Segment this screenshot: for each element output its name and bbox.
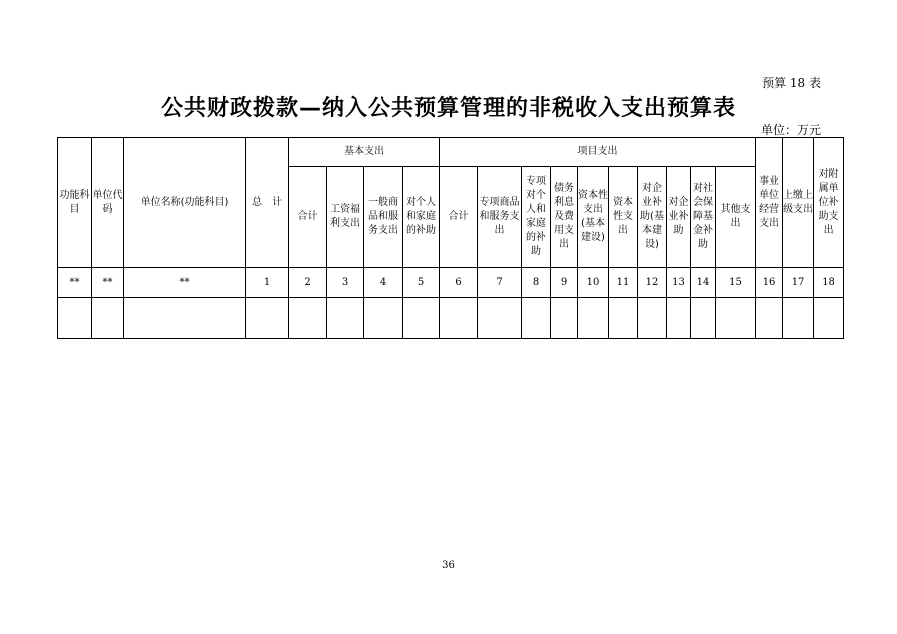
number-cell: 12 <box>638 268 667 298</box>
empty-cell <box>814 298 844 339</box>
empty-cell <box>289 298 327 339</box>
header-basic-col: 合计 <box>289 167 327 268</box>
empty-cell <box>716 298 756 339</box>
number-cell: 6 <box>440 268 478 298</box>
header-basic: 基本支出 <box>289 138 440 167</box>
number-cell: 7 <box>478 268 522 298</box>
number-cell: 2 <box>289 268 327 298</box>
page-number: 36 <box>442 560 455 571</box>
header-project-col: 对企业补助 <box>667 167 691 268</box>
empty-cell <box>327 298 364 339</box>
header-project: 项目支出 <box>440 138 756 167</box>
header-project-col: 债务利息及费用支出 <box>551 167 578 268</box>
unit-label: 单位：万元 <box>760 123 821 137</box>
header-project-col: 专项对个人和家庭的补助 <box>522 167 551 268</box>
header-project-col: 对企业补助(基本建设) <box>638 167 667 268</box>
header-extra-col: 事业单位经营支出 <box>756 138 783 268</box>
header-extra-col: 上缴上级支出 <box>783 138 814 268</box>
header-total: 总 计 <box>246 138 289 268</box>
header-unit-code: 单位代码 <box>92 138 124 268</box>
number-cell: 4 <box>364 268 403 298</box>
header-project-col: 其他支出 <box>716 167 756 268</box>
header-extra-col: 对附属单位补助支出 <box>814 138 844 268</box>
header-project-col: 专项商品和服务支出 <box>478 167 522 268</box>
number-cell: ** <box>58 268 92 298</box>
number-cell: 8 <box>522 268 551 298</box>
header-project-col: 对社会保障基金补助 <box>691 167 716 268</box>
header-basic-col: 对个人和家庭的补助 <box>403 167 440 268</box>
empty-cell <box>756 298 783 339</box>
header-row-1 <box>58 138 844 167</box>
number-cell: 14 <box>691 268 716 298</box>
empty-cell <box>403 298 440 339</box>
header-basic-col: 工资福利支出 <box>327 167 364 268</box>
empty-cell <box>578 298 609 339</box>
number-cell: ** <box>124 268 246 298</box>
budget-table <box>57 137 844 339</box>
empty-cell <box>92 298 124 339</box>
number-cell: 9 <box>551 268 578 298</box>
empty-cell <box>246 298 289 339</box>
header-func-subject: 功能科目 <box>58 138 92 268</box>
number-cell: 10 <box>578 268 609 298</box>
empty-cell <box>691 298 716 339</box>
empty-cell <box>364 298 403 339</box>
header-basic-col: 一般商品和服务支出 <box>364 167 403 268</box>
empty-cell <box>478 298 522 339</box>
header-unit-name: 单位名称(功能科目) <box>124 138 246 268</box>
empty-cell <box>638 298 667 339</box>
empty-cell <box>783 298 814 339</box>
header-project-col: 合计 <box>440 167 478 268</box>
number-row <box>58 268 844 298</box>
number-cell: 3 <box>327 268 364 298</box>
empty-cell <box>522 298 551 339</box>
number-cell: 1 <box>246 268 289 298</box>
empty-cell <box>551 298 578 339</box>
empty-cell <box>609 298 638 339</box>
number-cell: 16 <box>756 268 783 298</box>
empty-data-row <box>58 298 844 339</box>
header-project-col: 资本性支出(基本建设) <box>578 167 609 268</box>
empty-cell <box>440 298 478 339</box>
empty-cell <box>58 298 92 339</box>
header-project-col: 资本性支出 <box>609 167 638 268</box>
number-cell: 13 <box>667 268 691 298</box>
number-cell: ** <box>92 268 124 298</box>
empty-cell <box>124 298 246 339</box>
number-cell: 15 <box>716 268 756 298</box>
number-cell: 17 <box>783 268 814 298</box>
page-title: 公共财政拨款—纳入公共预算管理的非税收入支出预算表 <box>160 96 736 121</box>
number-cell: 18 <box>814 268 844 298</box>
number-cell: 5 <box>403 268 440 298</box>
empty-cell <box>667 298 691 339</box>
number-cell: 11 <box>609 268 638 298</box>
form-code: 预算 18 表 <box>762 76 821 90</box>
